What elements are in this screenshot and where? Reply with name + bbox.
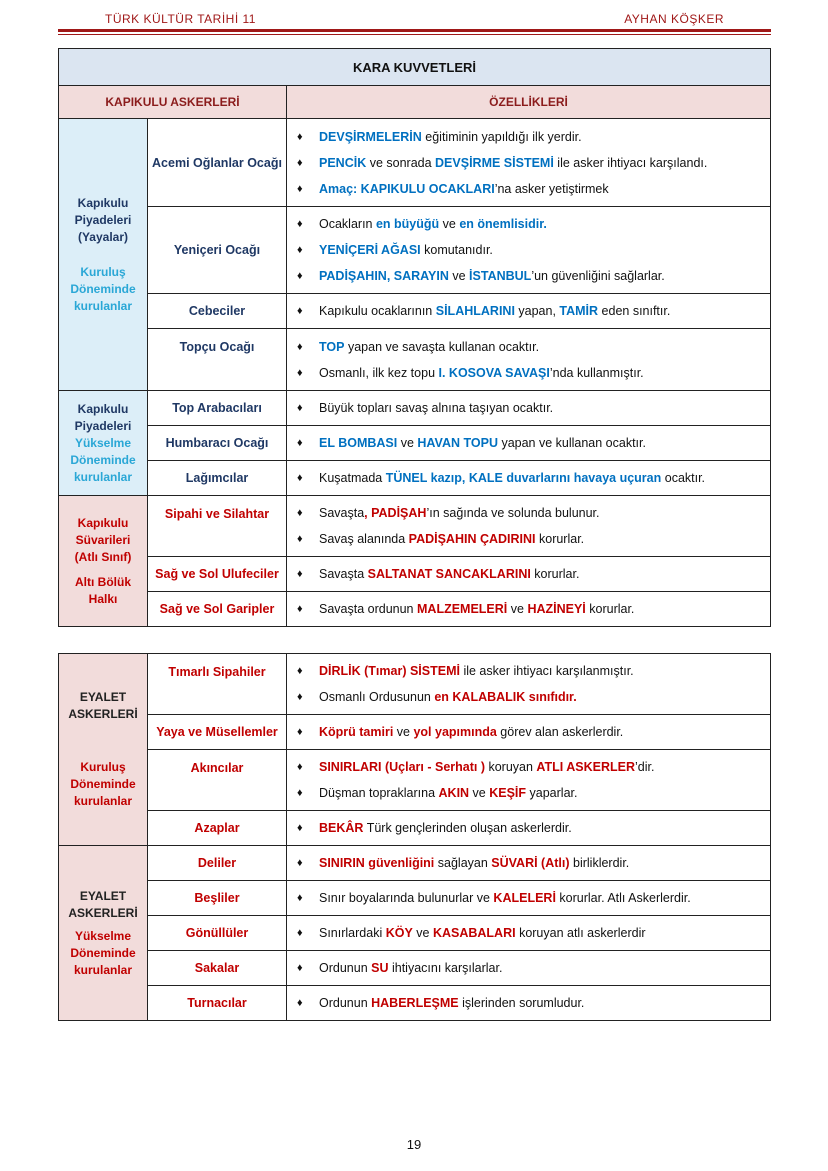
table-row bbox=[59, 119, 771, 207]
header-rule bbox=[58, 29, 771, 32]
table-row bbox=[59, 916, 771, 951]
unit-desc-turnacilar: ♦ Ordunun HABERLEŞME işlerinden sorumludur. bbox=[287, 986, 771, 1021]
unit-name-akincilar: Akıncılar bbox=[148, 750, 287, 811]
unit-desc-humbaraci: ♦ EL BOMBASI ve HAVAN TOPU yapan ve kullanan ocaktır. bbox=[287, 426, 771, 461]
unit-desc-cebeciler: ♦ Kapıkulu ocaklarının SİLAHLARINI yapan, TAMİR eden sınıftır. bbox=[287, 294, 771, 329]
group-kapikulu-piyade-kurulus: Kapıkulu Piyadeleri (Yayalar) Kuruluş Döneminde kurulanlar bbox=[59, 119, 148, 391]
unit-desc-besliler: ♦ Sınır boyalarında bulunurlar ve KALELERİ korurlar. Atlı Askerlerdir. bbox=[287, 881, 771, 916]
group-kapikulu-piyade-yukselme: Kapıkulu Piyadeleri Yükselme Döneminde kurulanlar bbox=[59, 391, 148, 496]
unit-name-timarli-sipahiler: Tımarlı Sipahiler bbox=[148, 654, 287, 715]
table-row bbox=[59, 207, 771, 294]
group-eyalet-kurulus: EYALET ASKERLERİ Kuruluş Döneminde kurulanlar bbox=[59, 654, 148, 846]
table-row bbox=[59, 391, 771, 426]
table-row bbox=[59, 592, 771, 627]
table-row bbox=[59, 750, 771, 811]
unit-desc-yaya-musellem: ♦ Köprü tamiri ve yol yapımında görev alan askerlerdir. bbox=[287, 715, 771, 750]
table-row bbox=[59, 881, 771, 916]
unit-desc-gonulluler: ♦ Sınırlardaki KÖY ve KASABALARI koruyan atlı askerlerdir bbox=[287, 916, 771, 951]
unit-desc-deliler: ♦ SINIRIN güvenliğini sağlayan SÜVARİ (Atlı) birliklerdir. bbox=[287, 846, 771, 881]
table-row bbox=[59, 986, 771, 1021]
unit-name-azaplar: Azaplar bbox=[148, 811, 287, 846]
unit-name-ulufeciler: Sağ ve Sol Ulufeciler bbox=[148, 557, 287, 592]
table-row bbox=[59, 496, 771, 557]
unit-name-acemi: Acemi Oğlanlar Ocağı bbox=[148, 119, 287, 207]
column-header-kapikulu: KAPIKULU ASKERLERİ bbox=[59, 86, 287, 119]
unit-name-turnacilar: Turnacılar bbox=[148, 986, 287, 1021]
unit-desc-timarli-sipahiler: ♦ DİRLİK (Tımar) SİSTEMİ ile asker ihtiyacı karşılanmıştır. ♦ Osmanlı Ordusunun en KALABALIK sınıfıdır. bbox=[287, 654, 771, 715]
header-book-title: TÜRK KÜLTÜR TARİHİ 11 bbox=[105, 12, 256, 26]
table-row bbox=[59, 329, 771, 391]
unit-desc-garipler: ♦ Savaşta ordunun MALZEMELERİ ve HAZİNEYİ korurlar. bbox=[287, 592, 771, 627]
unit-name-cebeciler: Cebeciler bbox=[148, 294, 287, 329]
group-eyalet-yukselme: EYALET ASKERLERİ Yükselme Döneminde kurulanlar bbox=[59, 846, 148, 1021]
unit-desc-azaplar: ♦ BEKÂR Türk gençlerinden oluşan askerlerdir. bbox=[287, 811, 771, 846]
table-row bbox=[59, 461, 771, 496]
table-row bbox=[59, 426, 771, 461]
unit-name-gonulluler: Gönüllüler bbox=[148, 916, 287, 951]
unit-name-sakalar: Sakalar bbox=[148, 951, 287, 986]
table-row bbox=[59, 557, 771, 592]
unit-desc-ulufeciler: ♦ Savaşta SALTANAT SANCAKLARINI korurlar. bbox=[287, 557, 771, 592]
unit-name-topcu: Topçu Ocağı bbox=[148, 329, 287, 391]
unit-name-top-arabacilari: Top Arabacıları bbox=[148, 391, 287, 426]
unit-name-garipler: Sağ ve Sol Garipler bbox=[148, 592, 287, 627]
unit-desc-acemi: ♦ DEVŞİRMELERİN eğitiminin yapıldığı ilk yerdir. ♦ PENCİK ve sonrada DEVŞİRME SİSTEMİ ile asker ihtiyacı karşılandı. ♦ Amaç: KAPIKULU OCAKLARI’na asker yetiştirmek bbox=[287, 119, 771, 207]
kara-kuvvetleri-table bbox=[58, 48, 771, 627]
table-row bbox=[59, 846, 771, 881]
unit-name-sipahi-silahtar: Sipahi ve Silahtar bbox=[148, 496, 287, 557]
unit-desc-topcu: ♦ TOP yapan ve savaşta kullanan ocaktır. ♦ Osmanlı, ilk kez topu I. KOSOVA SAVAŞI’nda kullanmıştır. bbox=[287, 329, 771, 391]
unit-desc-yeniceri: ♦ Ocakların en büyüğü ve en önemlisidir. ♦ YENİÇERİ AĞASI komutanıdır. ♦ PADİŞAHIN, SARAYIN ve İSTANBUL’un güvenliğini sağlarlar. bbox=[287, 207, 771, 294]
unit-name-besliler: Beşliler bbox=[148, 881, 287, 916]
header-rule-thin bbox=[58, 34, 771, 35]
column-header-ozellikler: ÖZELLİKLERİ bbox=[287, 86, 771, 119]
unit-desc-akincilar: ♦ SINIRLARI (Uçları - Serhatı ) koruyan ATLI ASKERLER’dir. ♦ Düşman topraklarına AKIN ve KEŞİF yaparlar. bbox=[287, 750, 771, 811]
unit-desc-top-arabacilari: ♦ Büyük topları savaş alnına taşıyan ocaktır. bbox=[287, 391, 771, 426]
unit-name-yaya-musellem: Yaya ve Müsellemler bbox=[148, 715, 287, 750]
unit-name-yeniceri: Yeniçeri Ocağı bbox=[148, 207, 287, 294]
table-row bbox=[59, 654, 771, 715]
header-author: AYHAN KÖŞKER bbox=[624, 12, 724, 26]
table-title: KARA KUVVETLERİ bbox=[59, 49, 771, 86]
unit-desc-sipahi-silahtar: ♦ Savaşta, PADİŞAH’ın sağında ve solunda bulunur. ♦ Savaş alanında PADİŞAHIN ÇADIRINI korurlar. bbox=[287, 496, 771, 557]
unit-name-deliler: Deliler bbox=[148, 846, 287, 881]
group-kapikulu-suvari: Kapıkulu Süvarileri (Atlı Sınıf) Altı Bölük Halkı bbox=[59, 496, 148, 627]
table-row bbox=[59, 294, 771, 329]
table-row bbox=[59, 951, 771, 986]
unit-desc-sakalar: ♦ Ordunun SU ihtiyacını karşılarlar. bbox=[287, 951, 771, 986]
table-row bbox=[59, 715, 771, 750]
page-number: 19 bbox=[406, 1137, 422, 1152]
table-row bbox=[59, 811, 771, 846]
eyalet-askerleri-table bbox=[58, 653, 771, 1021]
unit-name-lagimcilar: Lağımcılar bbox=[148, 461, 287, 496]
unit-desc-lagimcilar: ♦ Kuşatmada TÜNEL kazıp, KALE duvarlarını havaya uçuran ocaktır. bbox=[287, 461, 771, 496]
unit-name-humbaraci: Humbaracı Ocağı bbox=[148, 426, 287, 461]
